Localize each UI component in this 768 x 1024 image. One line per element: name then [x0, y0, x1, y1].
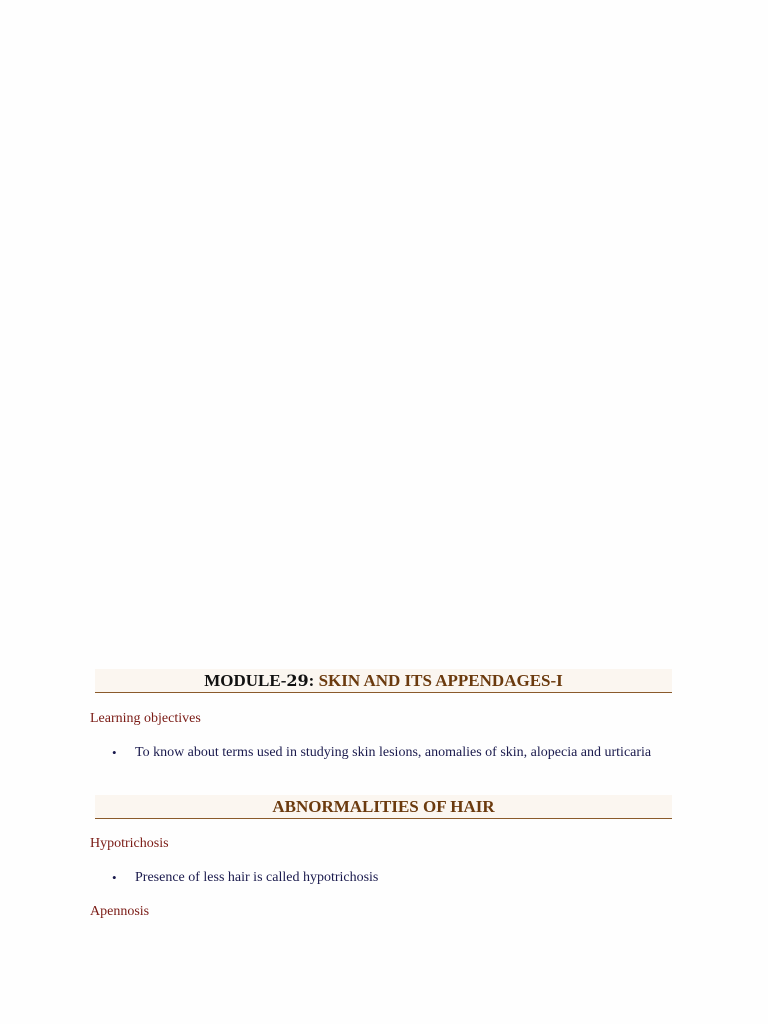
- learning-objectives-heading: Learning objectives: [90, 711, 201, 726]
- module-header: [95, 669, 672, 693]
- learning-objectives-list: [112, 745, 657, 761]
- list-item-text: Presence of less hair is called hypotrichosis: [135, 870, 379, 885]
- apennosis-heading: Apennosis: [90, 904, 150, 919]
- list-item: [112, 745, 657, 761]
- list-item: [112, 870, 657, 886]
- bullet-icon: •: [112, 870, 117, 885]
- hypotrichosis-list: [112, 870, 657, 886]
- module-colon: :: [308, 671, 319, 690]
- list-item-text: To know about terms used in studying skin lesions, anomalies of skin, alopecia and urticaria: [135, 745, 652, 760]
- bullet-icon: •: [112, 745, 117, 760]
- module-number: 29: [286, 671, 309, 690]
- section-title: ABNORMALITIES OF HAIR: [272, 797, 495, 816]
- module-title: SKIN AND ITS APPENDAGES-I: [318, 671, 563, 690]
- section-header: [95, 795, 672, 819]
- hypotrichosis-heading: Hypotrichosis: [90, 836, 169, 851]
- module-prefix: MODULE-: [204, 671, 287, 690]
